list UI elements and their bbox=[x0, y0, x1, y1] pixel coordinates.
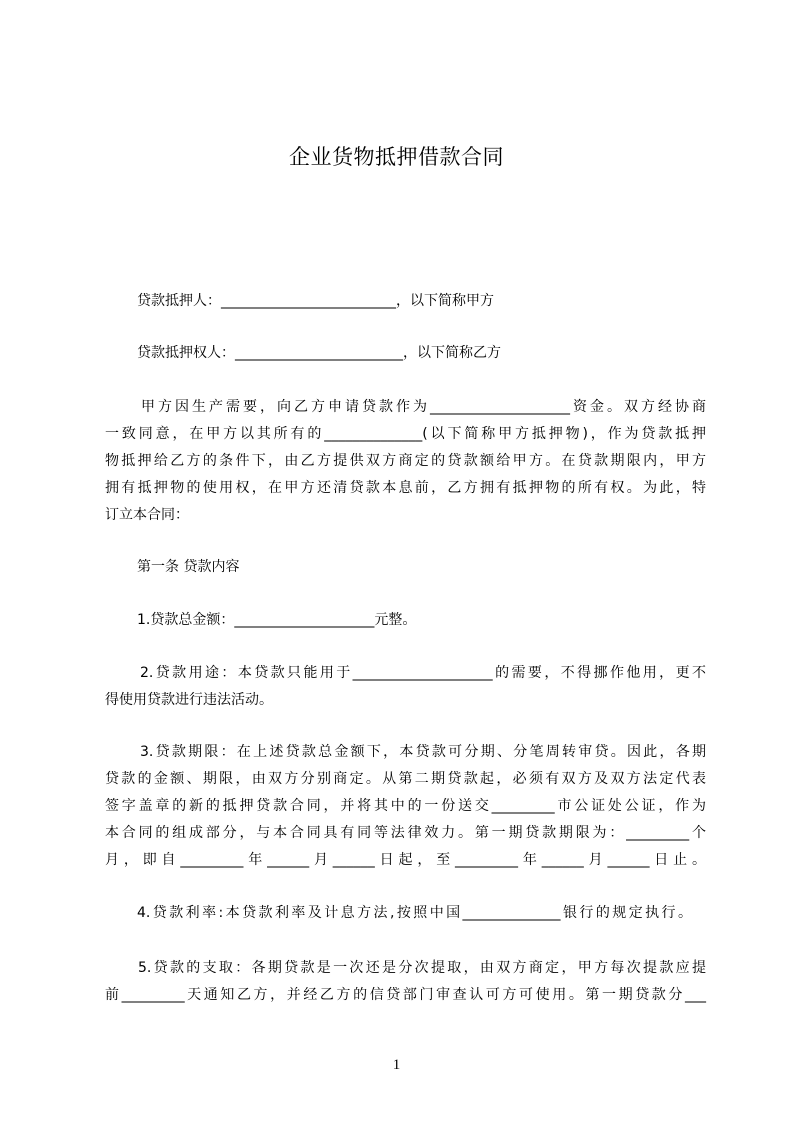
item-1-total-amount: 1.贷款总金额：____________________元整。 bbox=[137, 612, 417, 628]
item-2-line-2: 得使用贷款进行违法活动。 bbox=[105, 692, 273, 708]
item-3-line-1: 3.贷款期限：在上述贷款总金额下，本贷款可分期、分笔周转审贷。因此，各期 bbox=[140, 744, 706, 760]
item-3-line-3: 签字盖章的新的抵押贷款合同，并将其中的一份送交_________市公证处公证，作为 bbox=[105, 798, 706, 814]
item-5-line-1: 5.贷款的支取：各期贷款是一次还是分次提取，由双方商定，甲方每次提款应提 bbox=[138, 960, 706, 976]
preamble-line-5: 订立本合同： bbox=[105, 507, 189, 523]
preamble-line-4: 拥有抵押物的使用权，在甲方还清贷款本息前，乙方拥有抵押物的所有权。为此，特 bbox=[105, 480, 706, 496]
page-number: 1 bbox=[392, 1057, 401, 1073]
preamble-line-3: 物抵押给乙方的条件下，由乙方提供双方商定的贷款额给甲方。在贷款期限内，甲方 bbox=[105, 453, 706, 469]
item-3-line-4: 本合同的组成部分，与本合同具有同等法律效力。第一期贷款期限为：_________个 bbox=[105, 825, 706, 841]
preamble-line-2: 一致同意，在甲方以其所有的______________(以下简称甲方抵押物)，作为贷款抵押 bbox=[105, 426, 706, 442]
preamble-line-1: 甲方因生产需要，向乙方申请贷款作为____________________资金。双方经协商 bbox=[141, 399, 706, 415]
item-2-line-1: 2.贷款用途：本贷款只能用于____________________的需要，不得挪作他用，更不 bbox=[140, 665, 706, 681]
article-1-heading: 第一条 贷款内容 bbox=[137, 559, 240, 575]
borrower-line: 贷款抵押人：_________________________，以下简称甲方 bbox=[137, 293, 494, 309]
item-4-interest-rate: 4.贷款利率:本贷款利率及计息方法,按照中国______________银行的规定执行。 bbox=[137, 905, 692, 921]
item-3-line-5: 月，即自_________年______月______日起，至_________年______月______日止。 bbox=[105, 852, 706, 868]
document-title: 企业货物抵押借款合同 bbox=[289, 145, 504, 169]
item-5-line-2: 前_________天通知乙方，并经乙方的信贷部门审查认可方可使用。第一期贷款分___ bbox=[105, 987, 706, 1003]
lender-line: 贷款抵押权人：________________________，以下简称乙方 bbox=[137, 345, 501, 361]
item-3-line-2: 贷款的金额、期限，由双方分别商定。从第二期贷款起，必须有双方及双方法定代表 bbox=[105, 771, 706, 787]
